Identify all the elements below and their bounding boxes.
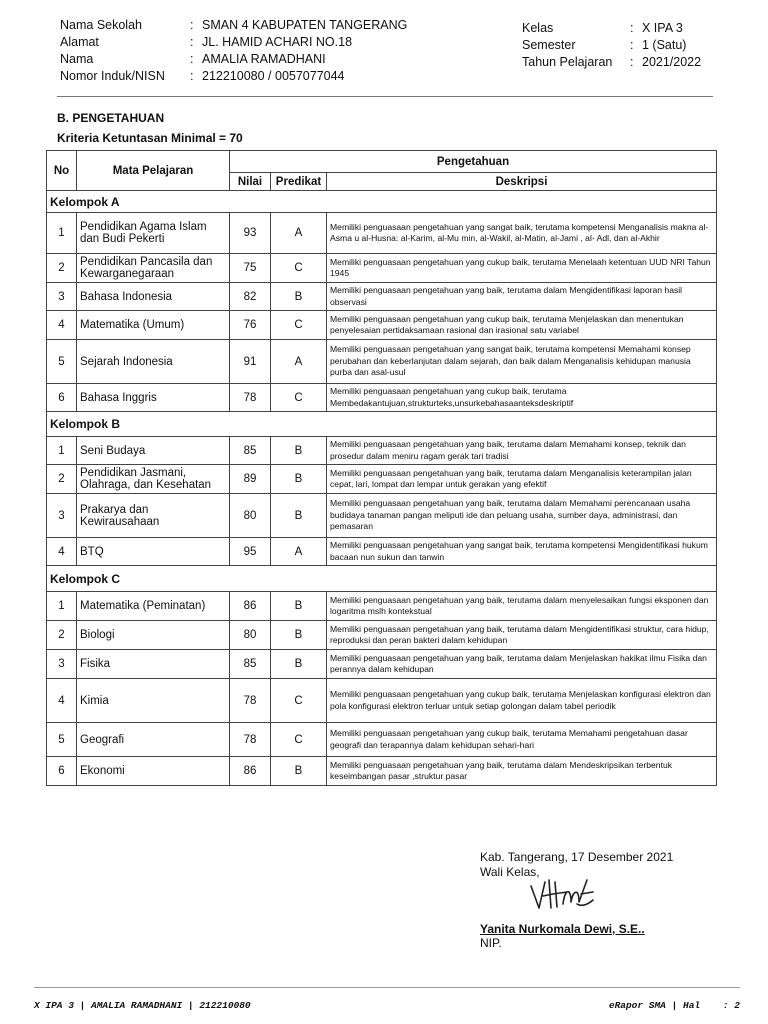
table-row (47, 538, 717, 566)
row-grade: B (271, 437, 327, 465)
table-row (47, 494, 717, 538)
col-subject-header: Mata Pelajaran (77, 151, 230, 191)
row-grade: A (271, 538, 327, 566)
footer-right: eRapor SMA | Hal : 2 (608, 1000, 740, 1011)
row-score: 76 (230, 311, 271, 340)
row-subject: Prakarya dan Kewirausahaan (77, 494, 230, 538)
row-subject: Seni Budaya (77, 437, 230, 465)
table-row (47, 592, 717, 621)
signer-role: Wali Kelas, (480, 865, 540, 879)
row-description: Memiliki penguasaan pengetahuan yang sangat baik, terutama kompetensi Mengidentifikasi hukum bacaan nun sukun dan tanwin (327, 538, 717, 566)
row-subject: Geografi (77, 723, 230, 757)
row-grade: B (271, 494, 327, 538)
table-row (47, 213, 717, 254)
row-no: 2 (47, 465, 77, 494)
row-description: Memiliki penguasaan pengetahuan yang baik, terutama dalam menyelesaikan fungsi eksponen dan logaritma mslh kontekstual (327, 592, 717, 621)
row-no: 4 (47, 538, 77, 566)
separator: : (190, 69, 194, 83)
row-subject: Pendidikan Pancasila dan Kewarganegaraan (77, 254, 230, 283)
row-score: 86 (230, 592, 271, 621)
table-row (47, 283, 717, 311)
row-description: Memiliki penguasaan pengetahuan yang baik, terutama dalam Memahami perencanaan usaha budidaya tanaman pangan meliputi ide dan peluang usaha, sumber daya, administrasi, dan pemasaran (327, 494, 717, 538)
row-grade: C (271, 384, 327, 412)
row-grade: C (271, 311, 327, 340)
group-row (47, 191, 717, 213)
table-row (47, 757, 717, 786)
school-year-label: Tahun Pelajaran (522, 55, 613, 69)
table-row (47, 384, 717, 412)
row-grade: B (271, 757, 327, 786)
address-label: Alamat (60, 35, 99, 49)
row-score: 95 (230, 538, 271, 566)
row-grade: B (271, 465, 327, 494)
row-no: 1 (47, 592, 77, 621)
row-description: Memiliki penguasaan pengetahuan yang baik, terutama dalam Mendeskripsikan terbentuk keseimbangan pasar ,struktur pasar (327, 757, 717, 786)
row-no: 6 (47, 757, 77, 786)
row-description: Memiliki penguasaan pengetahuan yang baik, terutama dalam Mengidentifikasi laporan hasil observasi (327, 283, 717, 311)
student-name-row (60, 51, 407, 68)
row-score: 85 (230, 650, 271, 679)
separator: : (630, 55, 634, 69)
row-score: 85 (230, 437, 271, 465)
student-name-label: Nama (60, 52, 94, 66)
separator: : (190, 35, 194, 49)
row-description: Memiliki penguasaan pengetahuan yang baik, terutama dalam Menganalisis keterampilan jalan cepat, lari, lompat dan lempar untuk gerakan yang efektif (327, 465, 717, 494)
row-grade: B (271, 650, 327, 679)
row-score: 82 (230, 283, 271, 311)
row-subject: Matematika (Peminatan) (77, 592, 230, 621)
row-score: 78 (230, 384, 271, 412)
row-subject: Bahasa Indonesia (77, 283, 230, 311)
row-grade: B (271, 621, 327, 650)
row-grade: C (271, 254, 327, 283)
group-row (47, 412, 717, 437)
semester-row (522, 37, 701, 54)
table-row (47, 621, 717, 650)
signer-nip: NIP. (480, 936, 502, 950)
col-no-header: No (47, 151, 77, 191)
row-score: 93 (230, 213, 271, 254)
table-header-row (47, 151, 717, 173)
row-score: 91 (230, 340, 271, 384)
separator: : (190, 18, 194, 32)
row-subject: Matematika (Umum) (77, 311, 230, 340)
row-grade: B (271, 283, 327, 311)
table-row (47, 679, 717, 723)
row-no: 2 (47, 254, 77, 283)
row-description: Memiliki penguasaan pengetahuan yang cukup baik, terutama Menelaah ketentuan UUD NRI Tahun 1945 (327, 254, 717, 283)
table-row (47, 437, 717, 465)
group-title: Kelompok B (47, 412, 717, 437)
row-no: 5 (47, 723, 77, 757)
separator: : (630, 38, 634, 52)
address-value: JL. HAMID ACHARI NO.18 (202, 35, 353, 49)
row-no: 1 (47, 213, 77, 254)
group-row (47, 566, 717, 592)
row-grade: C (271, 723, 327, 757)
separator: : (190, 52, 194, 66)
table-row (47, 465, 717, 494)
footer-left: X IPA 3 | AMALIA RAMADHANI | 212210080 (34, 1000, 251, 1011)
header-divider (57, 96, 713, 97)
row-description: Memiliki penguasaan pengetahuan yang cukup baik, terutama Menjelaskan konfigurasi elektron dan pola konfigurasi elektron terluar untuk setiap golongan dalam tabel periodik (327, 679, 717, 723)
school-name-value: SMAN 4 KABUPATEN TANGERANG (202, 18, 408, 32)
row-score: 75 (230, 254, 271, 283)
address-row (60, 34, 407, 51)
minimum-criteria: Kriteria Ketuntasan Minimal = 70 (57, 131, 243, 145)
school-name-row (60, 17, 407, 34)
school-year-value: 2021/2022 (642, 55, 702, 69)
school-name-label: Nama Sekolah (60, 18, 142, 32)
row-score: 89 (230, 465, 271, 494)
row-score: 80 (230, 494, 271, 538)
table-row (47, 340, 717, 384)
footer-divider (34, 987, 740, 988)
row-subject: Pendidikan Agama Islam dan Budi Pekerti (77, 213, 230, 254)
row-no: 2 (47, 621, 77, 650)
row-grade: A (271, 213, 327, 254)
row-no: 1 (47, 437, 77, 465)
handwritten-signature (527, 874, 597, 914)
table-row (47, 723, 717, 757)
row-subject: Pendidikan Jasmani, Olahraga, dan Kesehatan (77, 465, 230, 494)
row-no: 4 (47, 679, 77, 723)
group-title: Kelompok C (47, 566, 717, 592)
row-description: Memiliki penguasaan pengetahuan yang cukup baik, terutama Memahami pengetahuan dasar geografi dan terapannya dalam kehidupan sehari-hari (327, 723, 717, 757)
col-knowledge-header: Pengetahuan (230, 151, 717, 173)
row-subject: Bahasa Inggris (77, 384, 230, 412)
row-no: 5 (47, 340, 77, 384)
school-year-row (522, 54, 701, 71)
row-no: 3 (47, 494, 77, 538)
group-title: Kelompok A (47, 191, 717, 213)
separator: : (630, 21, 634, 35)
semester-label: Semester (522, 38, 576, 52)
row-description: Memiliki penguasaan pengetahuan yang sangat baik, terutama kompetensi Menganalisis makna al-Asma u al-Husna: al-Karim, al-Mu min, al-Wakil, al-Matin, al-Jami , al- Adl, dan al-Akhir (327, 213, 717, 254)
row-subject: Ekonomi (77, 757, 230, 786)
row-subject: Sejarah Indonesia (77, 340, 230, 384)
row-grade: B (271, 592, 327, 621)
place-date: Kab. Tangerang, 17 Desember 2021 (480, 850, 674, 864)
row-description: Memiliki penguasaan pengetahuan yang baik, terutama dalam Memahami konsep, teknik dan prosedur dalam meniru ragam gerak tari tradisi (327, 437, 717, 465)
row-score: 80 (230, 621, 271, 650)
row-subject: Biologi (77, 621, 230, 650)
table-row (47, 311, 717, 340)
student-id-label: Nomor Induk/NISN (60, 69, 165, 83)
table-row (47, 650, 717, 679)
row-description: Memiliki penguasaan pengetahuan yang baik, terutama dalam Mengidentifikasi struktur, cara hidup, reproduksi dan peran bakteri dalam kehidupan (327, 621, 717, 650)
student-name-value: AMALIA RAMADHANI (202, 52, 326, 66)
row-grade: A (271, 340, 327, 384)
row-score: 86 (230, 757, 271, 786)
row-description: Memiliki penguasaan pengetahuan yang baik, terutama dalam Menjelaskan hakikat ilmu Fisika dan perannya dalam kehidupan (327, 650, 717, 679)
row-description: Memiliki penguasaan pengetahuan yang cukup baik, terutama Menjelaskan dan menentukan penyelesaian pertidaksamaan rasional dan irasional satu variabel (327, 311, 717, 340)
table-row (47, 254, 717, 283)
semester-value: 1 (Satu) (642, 38, 687, 52)
class-row (522, 20, 701, 37)
grades-table (46, 150, 717, 786)
student-id-value: 212210080 / 0057077044 (202, 69, 345, 83)
student-id-row (60, 68, 407, 85)
row-subject: BTQ (77, 538, 230, 566)
row-no: 3 (47, 283, 77, 311)
class-value: X IPA 3 (642, 21, 683, 35)
row-description: Memiliki penguasaan pengetahuan yang cukup baik, terutama Membedakantujuan,strukturteks,unsurkebahasaanteksdeskriptif (327, 384, 717, 412)
row-no: 3 (47, 650, 77, 679)
student-info (60, 17, 407, 85)
row-no: 4 (47, 311, 77, 340)
row-description: Memiliki penguasaan pengetahuan yang sangat baik, terutama kompetensi Memahami konsep perubahan dan keberlanjutan dalam sejarah, dan baik dalam Menganalisis kehidupan manusia purba dan asal-usul (327, 340, 717, 384)
col-desc-header: Deskripsi (327, 173, 717, 191)
col-grade-header: Predikat (271, 173, 327, 191)
class-label: Kelas (522, 21, 554, 35)
signer-name: Yanita Nurkomala Dewi, S.E.. (480, 922, 645, 936)
row-grade: C (271, 679, 327, 723)
section-title: B. PENGETAHUAN (57, 111, 165, 125)
row-subject: Fisika (77, 650, 230, 679)
col-score-header: Nilai (230, 173, 271, 191)
row-score: 78 (230, 723, 271, 757)
row-subject: Kimia (77, 679, 230, 723)
row-score: 78 (230, 679, 271, 723)
row-no: 6 (47, 384, 77, 412)
class-info (522, 20, 701, 71)
